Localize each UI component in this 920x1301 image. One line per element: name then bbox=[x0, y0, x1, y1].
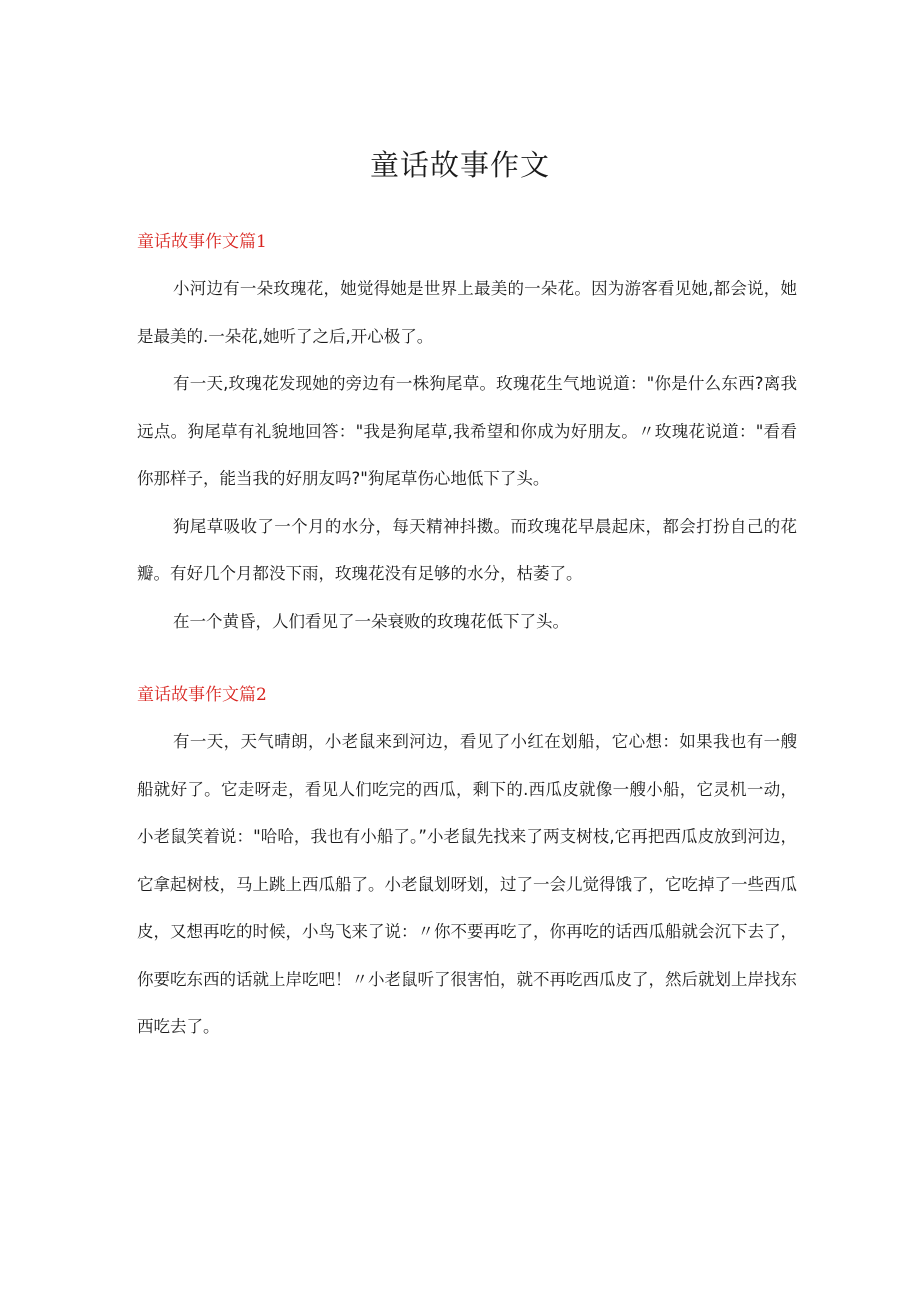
section-heading-1: 童话故事作文篇1 bbox=[137, 232, 267, 252]
paragraph: 有一天,玫瑰花发现她的旁边有一株狗尾草。玫瑰花生气地说道："你是什么东西?离我远点。狗尾草有礼貌地回答："我是狗尾草,我希望和你成为好朋友。〃玫瑰花说道："看看你那样子，能当我的好朋友吗?"狗尾草伤心地低下了头。 bbox=[137, 374, 797, 488]
section-heading-2: 童话故事作文篇2 bbox=[137, 685, 267, 705]
paragraph: 有一天，天气晴朗，小老鼠来到河边，看见了小红在划船，它心想：如果我也有一艘船就好了。它走呀走，看见人们吃完的西瓜，剩下的.西瓜皮就像一艘小船，它灵机一动，小老鼠笑着说："哈哈，我也有小船了。”小老鼠先找来了两支树枝,它再把西瓜皮放到河边，它拿起树枝，马上跳上西瓜船了。小老鼠划呀划，过了一会儿觉得饿了，它吃掉了一些西瓜皮，又想再吃的时候，小鸟飞来了说：〃你不要再吃了，你再吃的话西瓜船就会沉下去了，你要吃东西的话就上岸吃吧！〃小老鼠听了很害怕，就不再吃西瓜皮了，然后就划上岸找东西吃去了。 bbox=[137, 732, 797, 1036]
paragraph: 小河边有一朵玫瑰花，她觉得她是世界上最美的一朵花。因为游客看见她,都会说，她是最美的.一朵花,她听了之后,开心极了。 bbox=[137, 279, 797, 346]
story-section-1 bbox=[137, 229, 797, 645]
paragraph: 在一个黄昏，人们看见了一朵衰败的玫瑰花低下了头。 bbox=[173, 611, 569, 631]
document-title: 童话故事作文 bbox=[369, 148, 550, 182]
story-section-2 bbox=[137, 682, 797, 1051]
paragraph: 狗尾草吸收了一个月的水分，每天精神抖擞。而玫瑰花早晨起床，都会打扮自己的花瓣。有好几个月都没下雨，玫瑰花没有足够的水分，枯萎了。 bbox=[137, 516, 797, 583]
